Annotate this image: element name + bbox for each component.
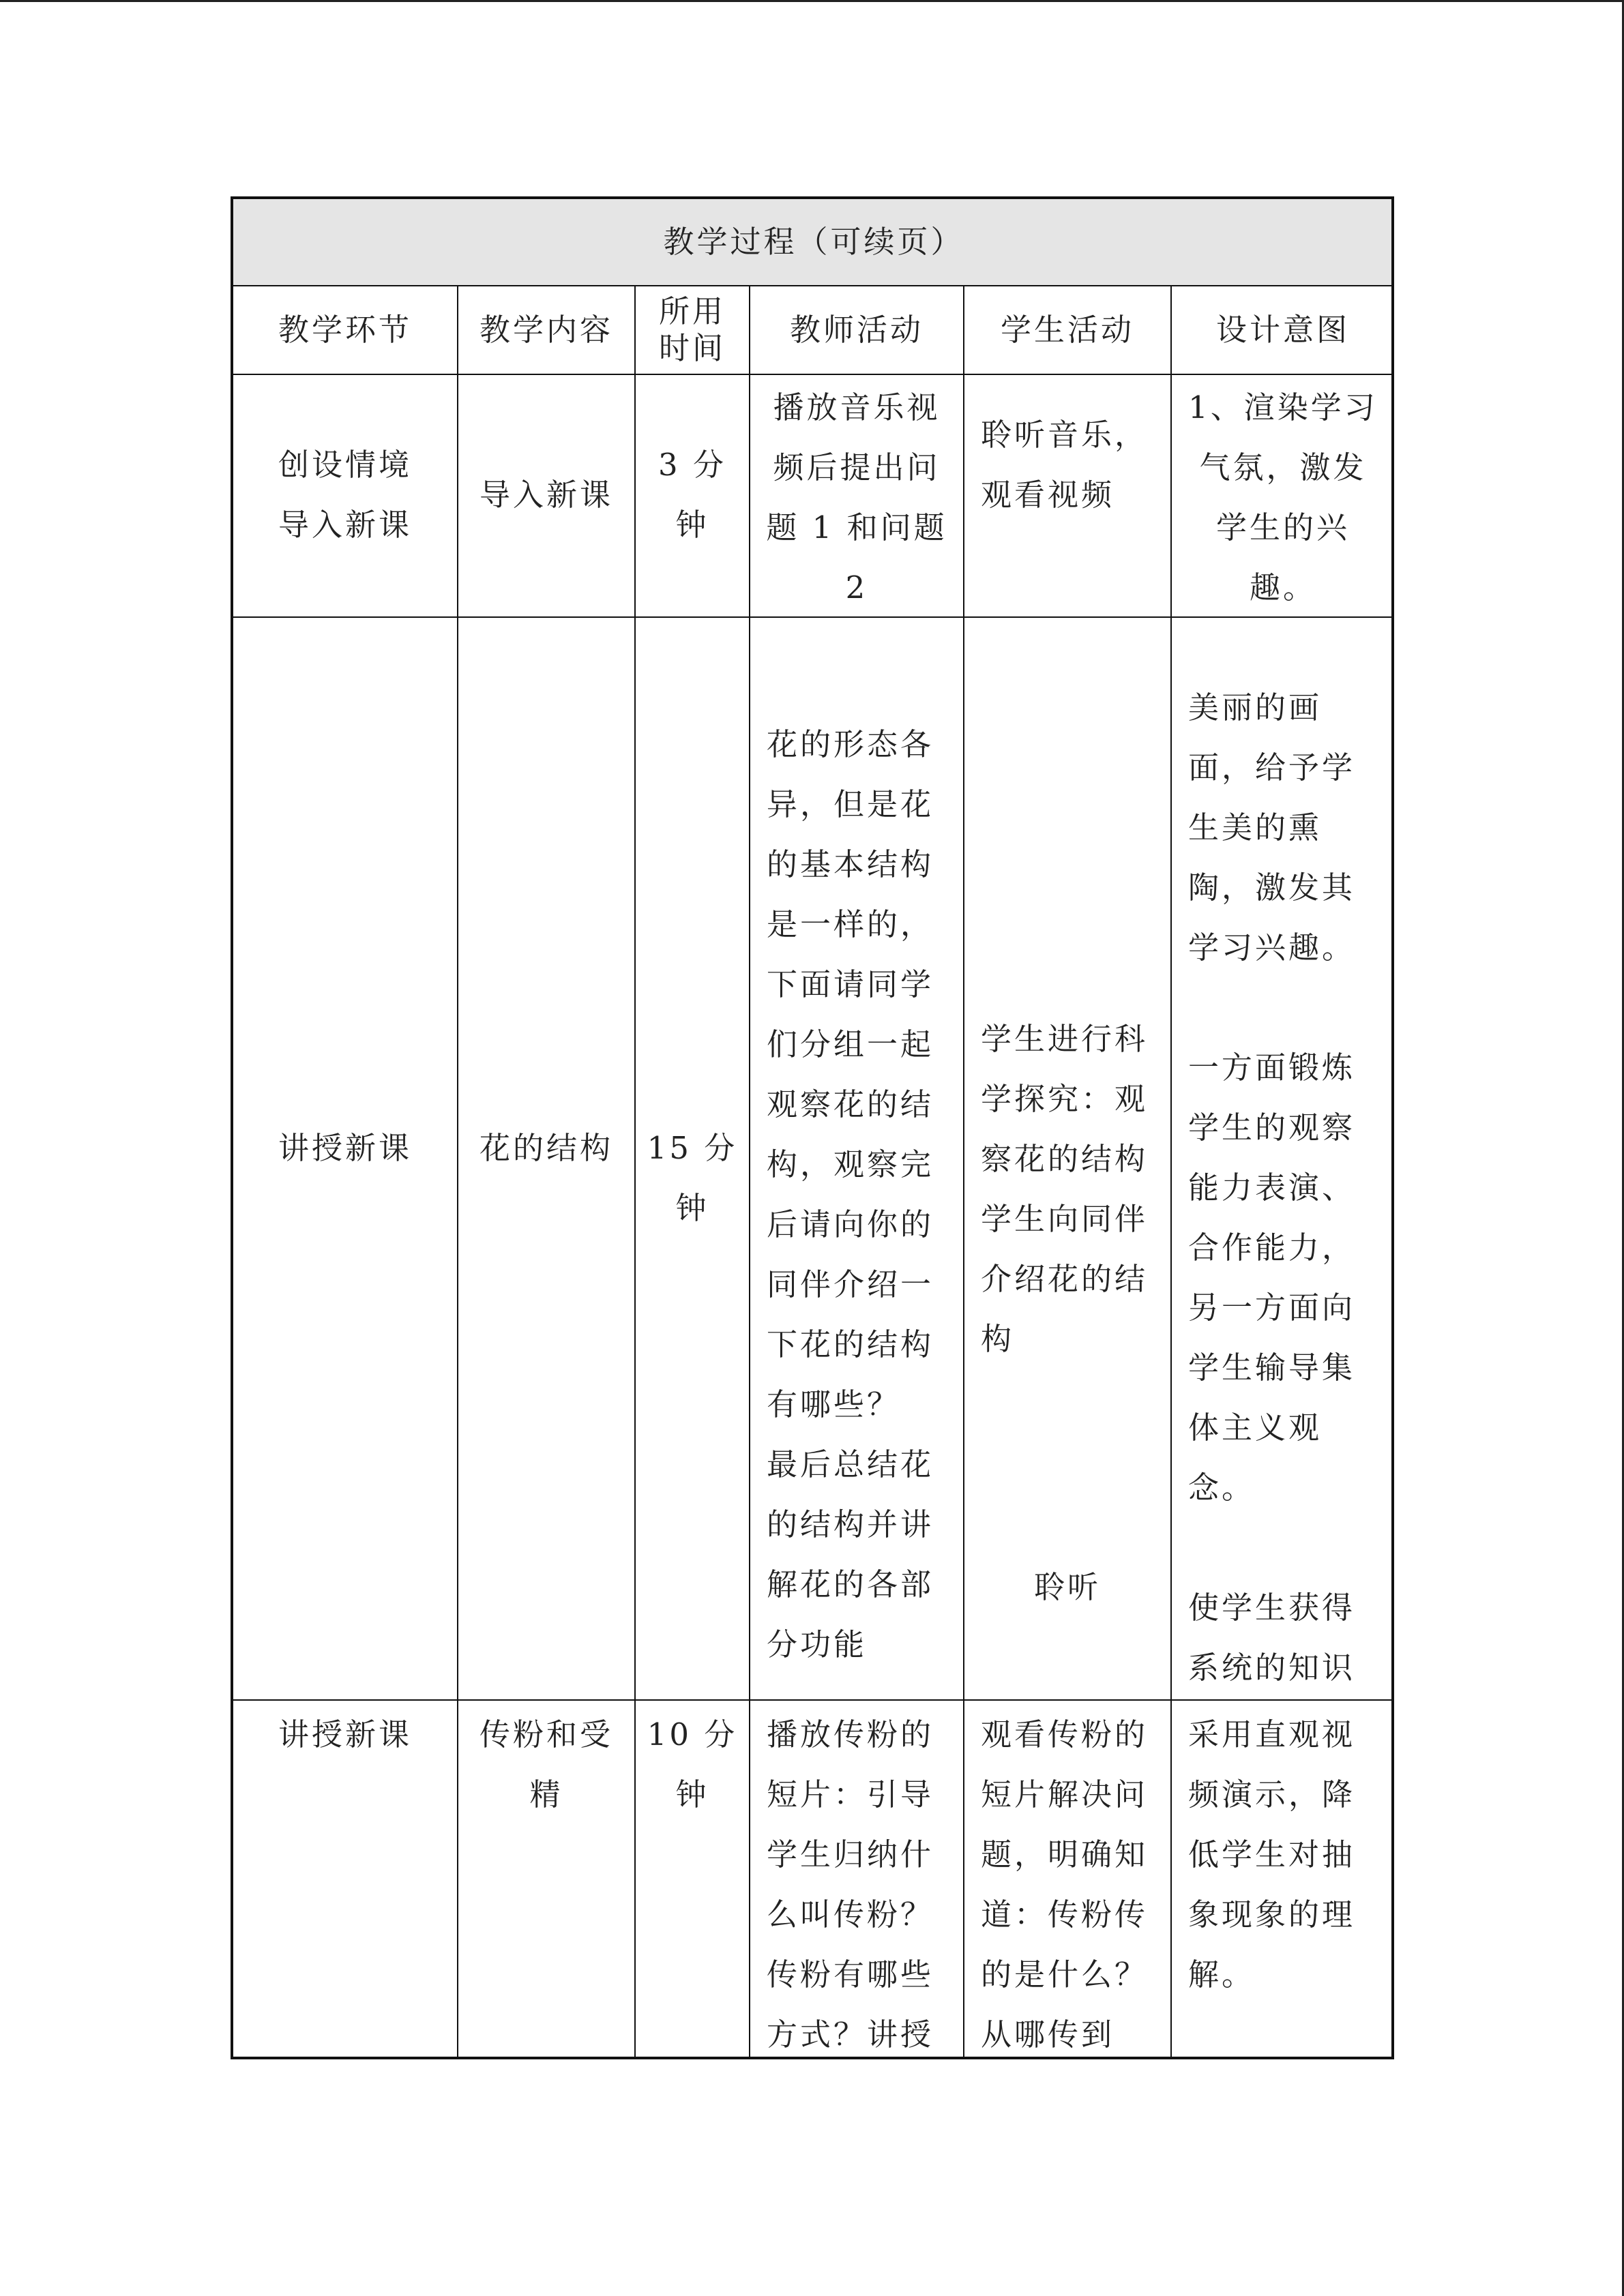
table-title: 教学过程（可续页） (663, 224, 964, 260)
header-teaching-stage: 教学环节 (278, 312, 412, 348)
table-row-2-student-listen: 聆听 (1033, 1569, 1101, 1605)
header-design-intent: 设计意图 (1215, 312, 1350, 348)
table-row-1-time: 3 分 钟 (658, 447, 726, 543)
table-row-2-student: 学生进行科 学探究：观 察花的结构 学生向同伴 介绍花的结 构 (981, 1021, 1149, 1357)
table-row-3-time: 10 分 钟 (647, 1716, 738, 1813)
table-row-2-time: 15 分 钟 (647, 1130, 738, 1226)
teaching-process-table (231, 196, 1394, 2059)
table-row-3-student: 观看传粉的 短片解决问 题，明确知 道：传粉传 的是什么？ 从哪传到 (981, 1716, 1149, 2053)
table-row-3-teacher: 播放传粉的 短片：引导 学生归纳什 么叫传粉？ 传粉有哪些 方式？讲授 (767, 1716, 934, 2053)
table-row-1-teacher: 播放音乐视 频后提出问 题 1 和问题 2 (766, 389, 947, 606)
page-top-edge (0, 0, 1624, 2)
header-teaching-content: 教学内容 (479, 312, 613, 348)
header-student-activity: 学生活动 (1000, 312, 1134, 348)
table-row-1-student: 聆听音乐， 观看视频 (981, 417, 1149, 513)
table-row-2-stage: 讲授新课 (278, 1130, 412, 1166)
table-row-2-content: 花的结构 (479, 1130, 613, 1166)
header-teacher-activity: 教师活动 (789, 312, 924, 348)
table-row-2-design: 美丽的画 面，给予学 生美的熏 陶，激发其 学习兴趣。 一方面锻炼 学生的观察 能力表演、 合作能力， 另一方面向 学生输导集 体主义观 念。 使学生获得 系统的知识 (1188, 689, 1356, 1686)
table-row-3-design: 采用直观视 频演示，降 低学生对抽 象现象的理 解。 (1188, 1716, 1356, 1993)
table-row-1-content: 导入新课 (479, 477, 613, 513)
table-row-1-design: 1、渲染学习 气氛，激发 学生的兴 趣。 (1188, 389, 1378, 606)
table-row-1-stage: 创设情境 导入新课 (278, 447, 412, 543)
table-row-3-stage: 讲授新课 (278, 1716, 412, 1753)
table-row-3-content: 传粉和受 精 (479, 1716, 613, 1813)
table-row-2-teacher: 花的形态各 异，但是花 的基本结构 是一样的， 下面请同学 们分组一起 观察花的结 构，观察完 后请向你的 同伴介绍一 下花的结构 有哪些？ 最后总结花 的结构并讲 解花的各部 分功能 (767, 726, 934, 1663)
header-time-used: 所用 时间 (658, 293, 726, 366)
